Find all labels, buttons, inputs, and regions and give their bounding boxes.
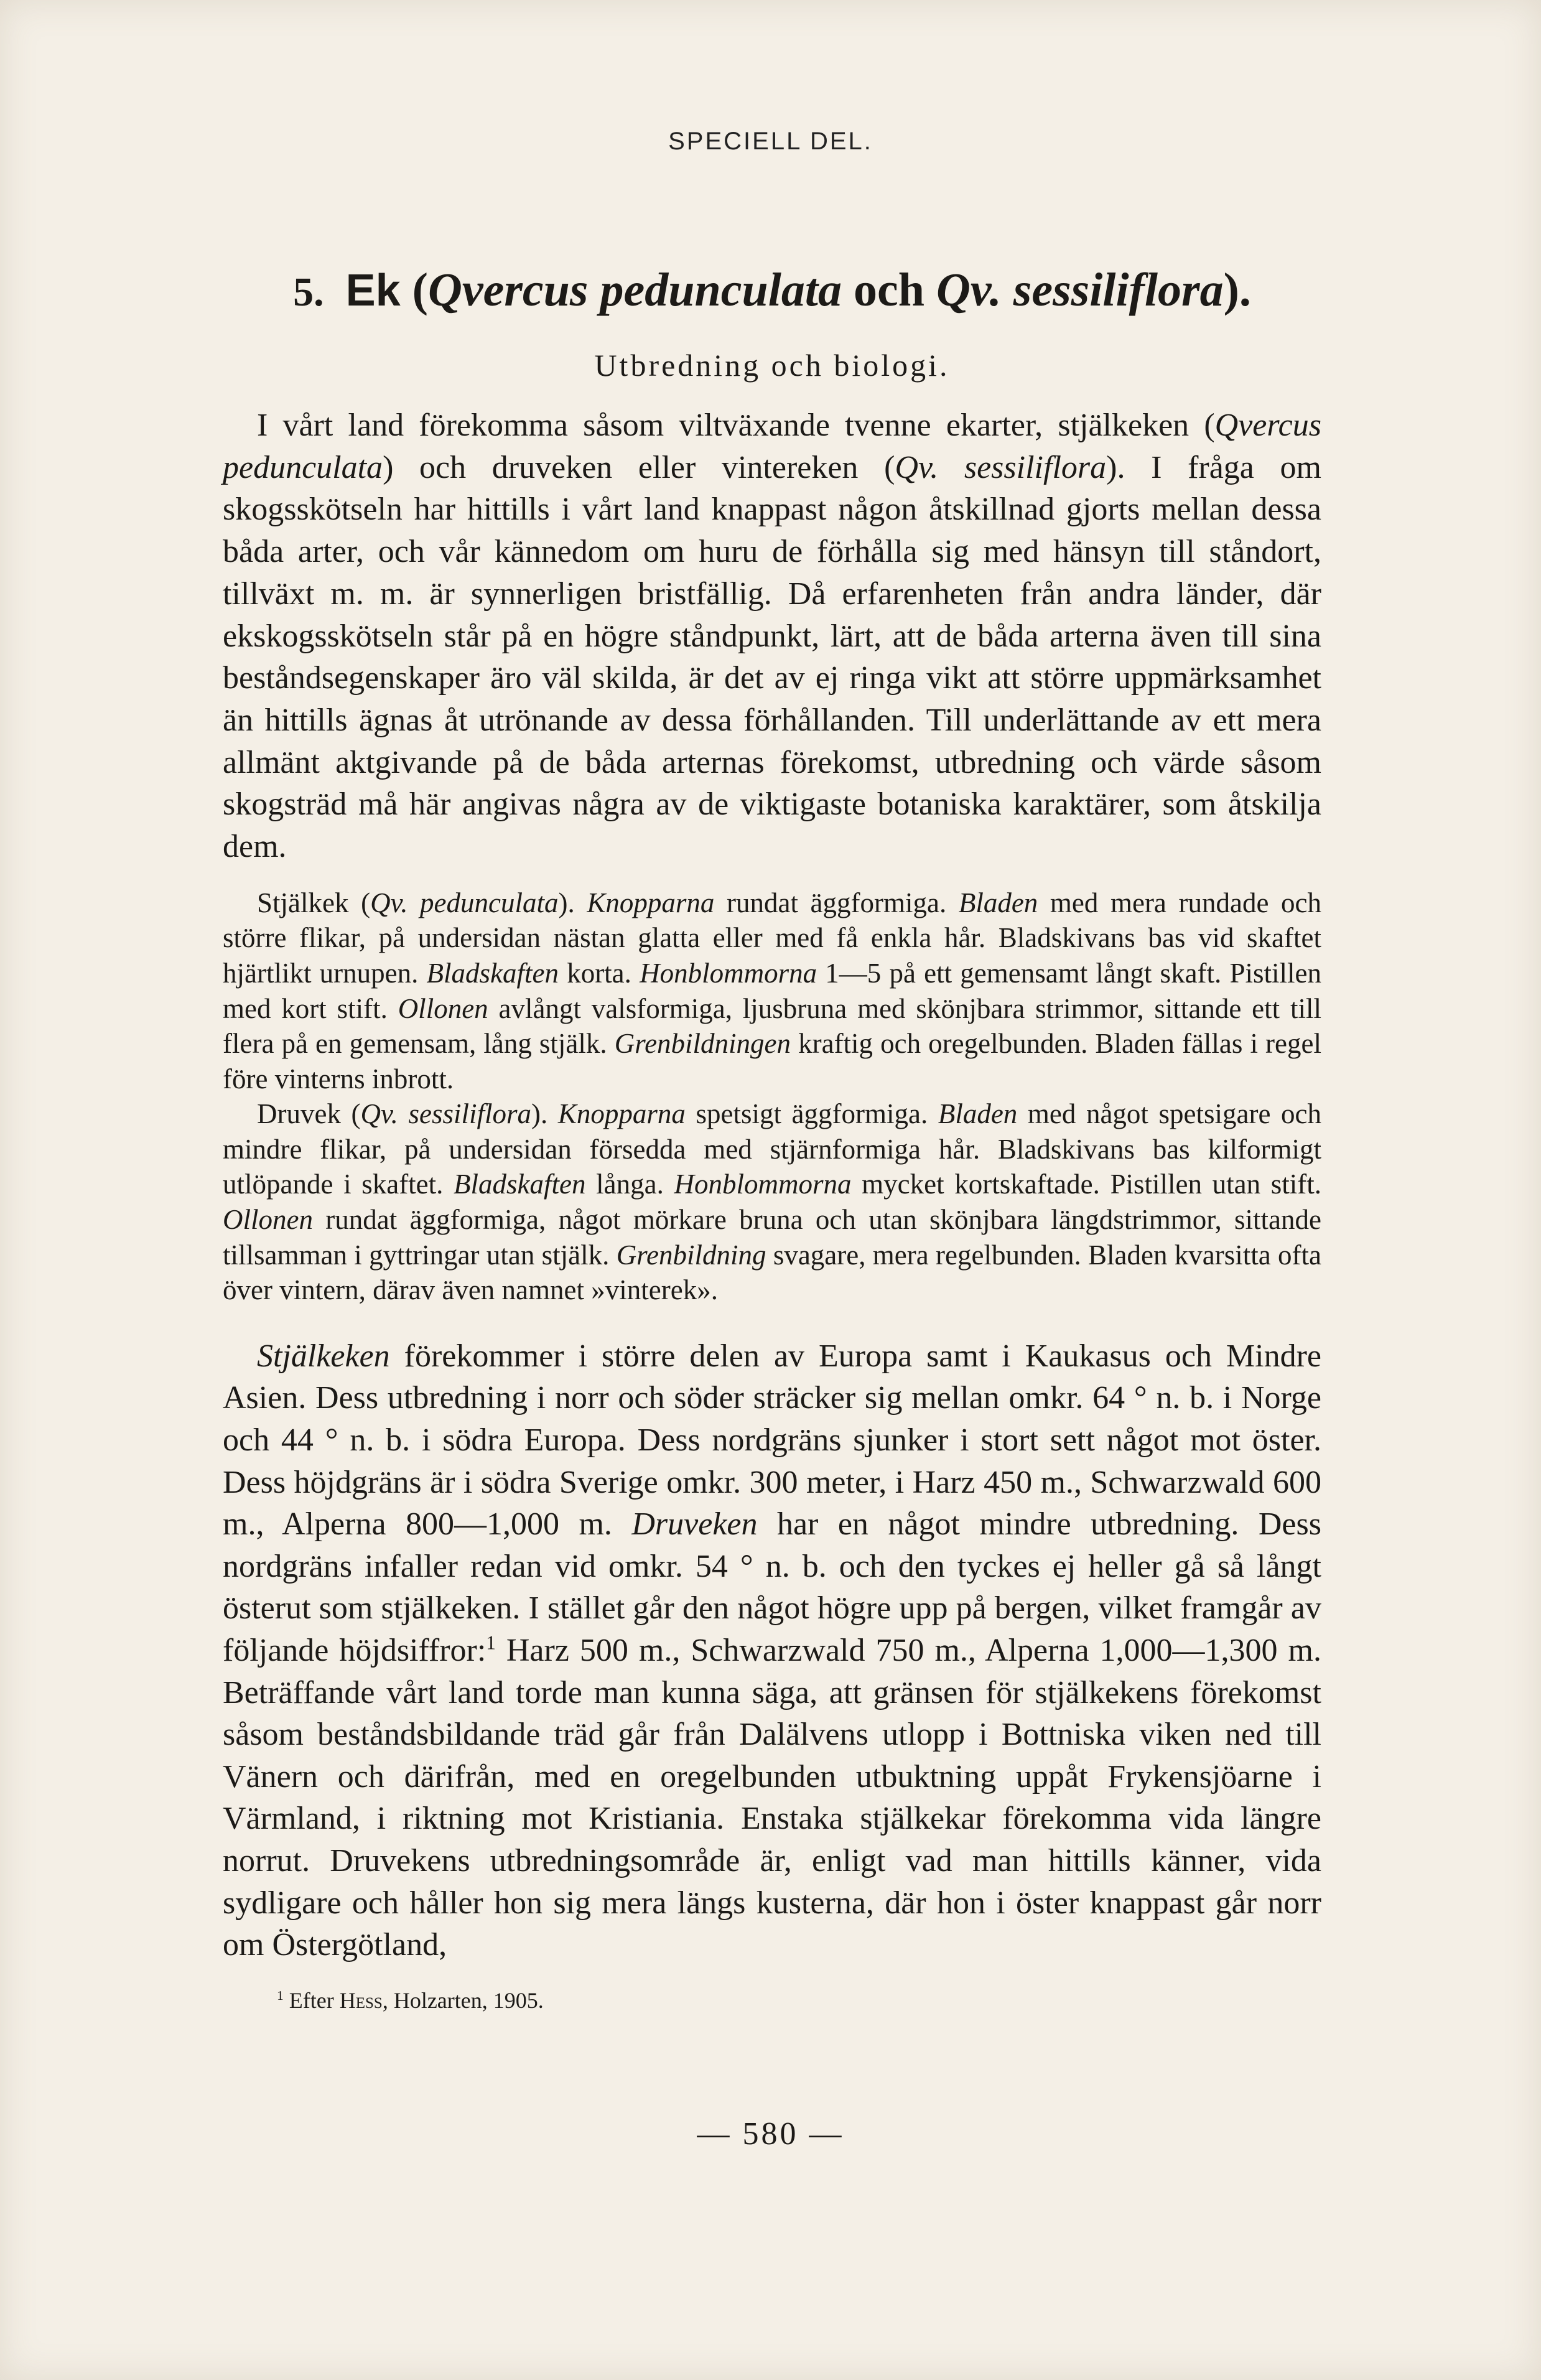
footnote [277, 1986, 544, 2015]
intro-paragraph [223, 404, 1321, 868]
text-run: korta. [559, 957, 640, 989]
text-run: Druvek ( [257, 1098, 361, 1130]
italic-term: Ollonen [223, 1204, 313, 1236]
italic-term: Bladen [958, 887, 1038, 918]
section-subtitle: Utbredning och biologi. [594, 348, 950, 383]
footnote-reference[interactable]: 1 [486, 1631, 496, 1654]
stjalkek-description [223, 885, 1321, 1097]
text-column [223, 261, 1321, 1966]
section-number: 5. [293, 269, 324, 315]
italic-term: Grenbildningen [614, 1028, 791, 1060]
species-name-1: Qvercus pedunculata [427, 264, 842, 316]
page-number: — 580 — [697, 2116, 844, 2152]
text-run: kraftig och oregelbunden. Bladen fällas i regel före vinterns inbrott. [223, 1028, 1321, 1094]
italic-term: Honblommorna [674, 1169, 852, 1200]
text-run: med något spetsigare och mindre flikar, på undersidan försedda med stjärnformiga hår. Bladskivans bas kilformigt utlöpande i skaftet. [223, 1098, 1321, 1200]
text-run: Stjälkek ( [257, 887, 371, 918]
title-conjunction: och [853, 264, 924, 316]
italic-term: Grenbildning [616, 1239, 766, 1271]
species-name-2: Qv. sessiliflora [936, 264, 1224, 316]
text-run: , Holzarten, 1905. [382, 1988, 544, 2013]
title-open-paren: ( [412, 264, 428, 316]
text-run: svagare, mera regelbunden. Bladen kvarsitta ofta över vintern, därav även namnet »vinterek». [223, 1239, 1321, 1306]
text-run: ). [531, 1098, 558, 1130]
text-run: ). [558, 887, 587, 918]
text-run: förekommer i större delen av Europa samt i Kaukasus och Mindre Asien. Dess utbredning i norr och söder sträcker sig mellan omkr. 64 ° n. b. i Norge och 44 ° n. b. i södra Europa. Dess nordgräns sjunker i stort sett något mot öster. Dess höjdgräns är i södra Sverige omkr. 300 meter, i Harz 450 m., Schwarzwald 600 m., Alperna 800—1,000 m. [223, 1338, 1321, 1542]
italic-term: Qv. sessiliflora [895, 449, 1107, 485]
italic-term: Bladen [938, 1098, 1018, 1130]
italic-term: Qvercus pedunculata [223, 408, 1321, 485]
text-run: avlångt valsformiga, ljusbruna med skönjbara strimmor, sittande ett till flera på en gemensam, lång stjälk. [223, 992, 1321, 1060]
text-run: ). I fråga om skogsskötseln har hittills i vårt land knappast någon åtskillnad gjorts mellan dessa båda arter, och vår kännedom om huru de förhålla sig med hänsyn till ståndort, tillväxt m. m. är synnerligen bristfällig. Då erfarenheten från andra länder, där ekskogsskötseln står på en högre ståndpunkt, lärt, att de båda arterna även till sina beståndsegenskaper äro väl skilda, är det av ej ringa vikt att större uppmärksamhet än hittills ägnas åt utrönande av dessa förhållanden. Till underlättande av ett mera allmänt aktgivande på de båda arternas förekomst, utbredning och värde såsom skogsträd må här angivas några av de viktigaste botaniska karaktärer, som åtskilja dem. [223, 449, 1321, 865]
section-title [223, 261, 1321, 330]
italic-term: Qv. sessiliflora [360, 1098, 532, 1130]
italic-term: Qv. pedunculata [370, 887, 559, 918]
text-run: rundat äggformiga, något mörkare bruna och utan skönjbara längdstrimmor, sittande tillsamman i gyttringar utan stjälk. [223, 1204, 1321, 1271]
italic-term: Bladskaften [426, 957, 559, 989]
italic-term: Stjälkeken [257, 1338, 390, 1374]
text-run: spetsigt äggformiga. [685, 1098, 938, 1130]
text-run: ) och druveken eller vintereken ( [383, 449, 895, 485]
text-run: långa. [585, 1169, 674, 1200]
footnote-mark: 1 [277, 1988, 284, 2003]
title-close-paren: ). [1223, 264, 1251, 316]
text-run: I vårt land förekomma såsom viltväxande tvenne ekarter, stjälkeken ( [257, 408, 1215, 443]
section-name: Ek [345, 266, 401, 315]
text-run: mycket kortskaftade. Pistillen utan stift. [851, 1169, 1322, 1200]
text-run: med mera rundade och större flikar, på undersidan nästan glatta eller med få enkla hår. Bladskivans bas vid skaftet hjärtlikt urnupen. [223, 887, 1321, 989]
text-run: Harz 500 m., Schwarzwald 750 m., Alperna 1,000—1,300 m. Beträffande vårt land torde man kunna säga, att gränsen för stjälkekens förekomst såsom beståndsbildande träd går från Dalälvens utlopp i Bottniska viken ned till Vänern och därifrån, med en oregelbunden utbuktning uppåt Frykensjöarne i Värmland, i riktning mot Kristiania. Enstaka stjälkekar förekomma vida längre norrut. Druvekens utbredningsområde är, enligt vad man hittills känner, vida sydligare och håller hon sig mera längs kusterna, där hon i öster knappast går norr om Östergötland, [223, 1633, 1321, 1963]
italic-term: Knopparna [587, 887, 715, 918]
italic-term: Ollonen [398, 992, 488, 1024]
italic-term: Honblommorna [640, 957, 817, 989]
footnote-author: Hess [339, 1988, 383, 2013]
text-run: Efter [283, 1988, 340, 2013]
text-run: har en något mindre utbredning. Dess nordgräns infaller redan vid omkr. 54 ° n. b. och den tyckes ej heller gå så långt österut som stjälkeken. I stället går den något högre upp på bergen, vilket framgår av följande höjdsiffror: [223, 1506, 1321, 1669]
italic-term: Druveken [631, 1506, 758, 1542]
distribution-paragraph [223, 1335, 1321, 1966]
italic-term: Bladskaften [454, 1169, 586, 1200]
text-run: 1—5 på ett gemensamt långt skaft. Pistillen med kort stift. [223, 957, 1321, 1024]
running-header: SPECIELL DEL. [668, 128, 873, 155]
druvek-description [223, 1096, 1321, 1308]
italic-term: Knopparna [557, 1098, 686, 1130]
text-run: rundat äggformiga. [714, 887, 959, 918]
